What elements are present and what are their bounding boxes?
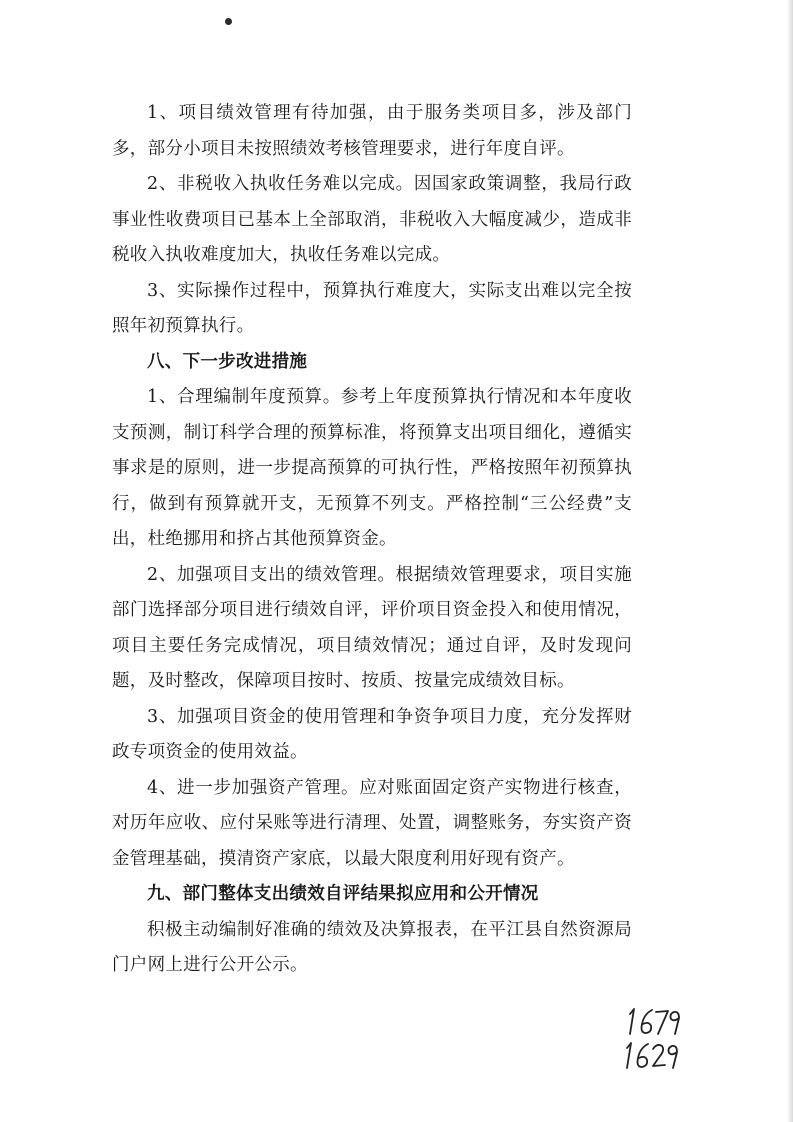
paragraph-issue-3: 3、实际操作过程中，预算执行难度大，实际支出难以完全按照年初预算执行。 (112, 280, 632, 336)
handwritten-page-number (622, 1000, 696, 1072)
punch-dot (225, 18, 232, 25)
handwritten-page-number-drawing (622, 1000, 696, 1072)
page-edge-shadow (787, 0, 793, 1122)
paragraph-issue-2: 2、非税收入执收任务难以完成。因国家政策调整，我局行政事业性收费项目已基本上全部取消，非税收入大幅度减少，造成非税收入执收难度加大，执收任务难以完成。 (112, 174, 632, 265)
section-heading-9: 九、部门整体支出绩效自评结果拟应用和公开情况 (147, 884, 539, 904)
section-heading-8: 八、下一步改进措施 (147, 351, 308, 372)
paragraph-issue-1: 1、项目绩效管理有待加强，由于服务类项目多，涉及部门多，部分小项目未按照绩效考核管理要求，进行年度自评。 (112, 103, 632, 159)
paragraph-disclosure: 积极主动编制好准确的绩效及决算报表，在平江县自然资源局门户网上进行公开公示。 (112, 919, 632, 975)
paragraph-measure-3: 3、加强项目资金的使用管理和争资争项目力度，充分发挥财政专项资金的使用效益。 (112, 706, 632, 762)
paragraph-measure-1: 1、合理编制年度预算。参考上年度预算执行情况和本年度收支预测，制订科学合理的预算标准，将预算支出项目细化，遵循实事求是的原则，进一步提高预算的可执行性，严格按照年初预算执行，做到有预算就开支，无预算不列支。严格控制“三公经费”支出，杜绝挪用和挤占其他预算资金。 (112, 387, 632, 549)
document-body (112, 96, 632, 984)
paragraph-measure-2: 2、加强项目支出的绩效管理。根据绩效管理要求，项目实施部门选择部分项目进行绩效自评，评价项目资金投入和使用情况，项目主要任务完成情况，项目绩效情况；通过自评，及时发现问题，及时整改，保障项目按时、按质、按量完成绩效目标。 (112, 564, 632, 691)
paragraph-measure-4: 4、进一步加强资产管理。应对账面固定资产实物进行核查，对历年应收、应付呆账等进行清理、处置，调整账务，夯实资产资金管理基础，摸清资产家底，以最大限度利用好现有资产。 (112, 777, 632, 869)
